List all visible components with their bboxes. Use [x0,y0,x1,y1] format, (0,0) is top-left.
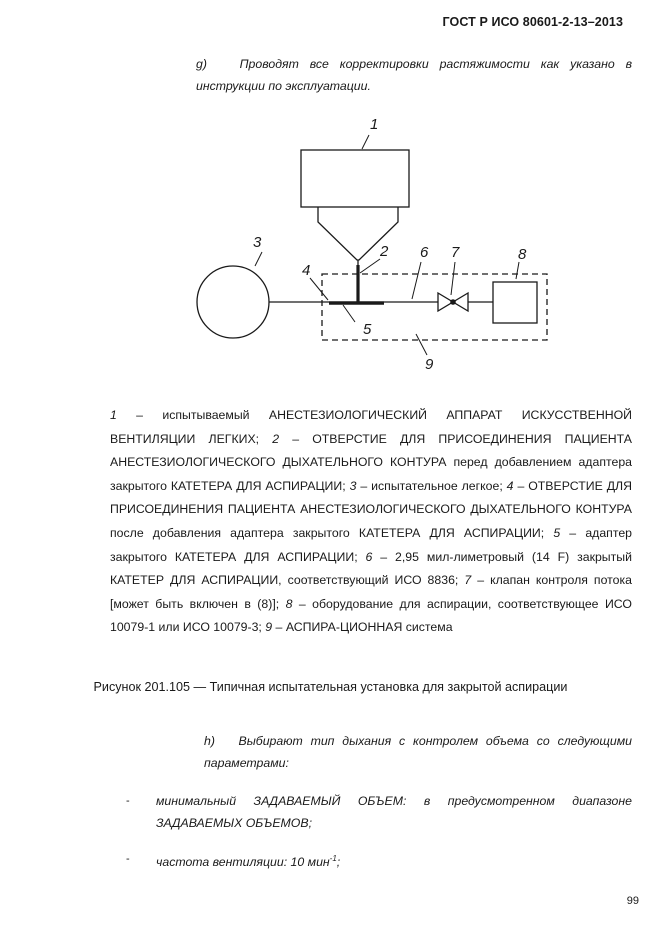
list-item-text: частота вентиляции: 10 мин$^{-1}$; [156,854,341,870]
paragraph-h [204,730,632,774]
legend-num-3: 3 [349,478,357,493]
label-1: 1 [370,116,379,133]
legend-text-1: испытываемый АНЕСТЕЗИОЛОГИЧЕСКИЙ АППАРАТ ИСКУССТВЕННОЙ ВЕНТИЛЯЦИИ ЛЕГКИХ; [110,408,632,446]
legend-text-5: адаптер закрытого КАТЕТЕРА ДЛЯ АСПИРАЦИИ; [110,525,632,564]
legend-num-4: 4 [506,478,514,493]
page-number: 99 [626,895,639,907]
list-bullet: - [126,853,130,865]
ventilator-box [301,150,409,207]
figure-title: Рисунок 201.105 — Типичная испытательная установка для закрытой аспирации [93,680,568,694]
suction-system-boundary [322,274,547,340]
label-9: 9 [425,356,434,373]
label-7: 7 [451,244,460,261]
legend-text-2: ОТВЕРСТИЕ ДЛЯ ПРИСОЕДИНЕНИЯ ПАЦИЕНТА АНЕСТЕЗИОЛОГИЧЕСКОГО ДЫХАТЕЛЬНОГО КОНТУРА перед добавлением адаптера закрытого КАТЕТЕРА ДЛЯ АСПИРАЦИИ; [110,431,632,493]
legend-num-6: 6 [365,549,373,564]
label-8: 8 [518,246,527,263]
test-setup-diagram [0,0,661,400]
legend-num-9: 9 [265,620,273,635]
figure-legend: 1 – испытываемый АНЕСТЕЗИОЛОГИЧЕСКИЙ АППАРАТ ИСКУССТВЕННОЙ ВЕНТИЛЯЦИИ ЛЕГКИХ; 2 – ОТВЕРСТИЕ ДЛЯ ПРИСОЕДИНЕНИЯ ПАЦИЕНТА АНЕСТЕЗИОЛОГИЧЕСКОГО ДЫХАТЕЛЬНОГО КОНТУРА перед добавлением адаптера закрытого КАТЕТЕРА ДЛЯ АСПИРАЦИИ; 3 – испытательное легкое; 4 – ОТВЕРСТИЕ ДЛЯ ПРИСОЕДИНЕНИЯ ПАЦИЕНТА АНЕСТЕЗИОЛОГИЧЕСКОГО ДЫХАТЕЛЬНОГО КОНТУРА после добавления адаптера закрытого КАТЕТЕРА ДЛЯ АСПИРАЦИИ; 5 – адаптер закрытого КАТЕТЕРА ДЛЯ АСПИРАЦИИ; 6 – 2,95 мил-лиметровый (14 F) закрытый КАТЕТЕР ДЛЯ АСПИРАЦИИ, соответствующий ИСО 8836; 7 – клапан контроля потока [может быть включен в (8)]; 8 – оборудование для аспирации, соответствующее ИСО 10079-1 или ИСО 10079-3; 9 – АСПИРА-ЦИОННАЯ система [110,408,632,635]
list-item-text: минимальный ЗАДАВАЕМЫЙ ОБЪЕМ: в предусмотренном диапазоне ЗАДАВАЕМЫХ ОБЪЕМОВ; [156,794,632,830]
legend-num-8: 8 [285,596,293,611]
label-4: 4 [302,262,311,279]
label-6: 6 [420,244,429,261]
paragraph-g-marker: g) [196,57,207,71]
legend-num-7: 7 [464,573,472,588]
label-5: 5 [363,321,372,338]
paragraph-g-text: Проводят все корректировки растяжимости как указано в инструкции по эксплуатации. [196,57,633,93]
document-header: ГОСТ Р ИСО 80601-2-13–2013 [442,15,623,29]
legend-num-5: 5 [553,525,561,540]
legend-text-9: АСПИРА-ЦИОННАЯ система [285,620,453,635]
legend-num-1: 1 [110,408,117,422]
paragraph-h-marker: h) [204,734,215,748]
legend-num-2: 2 [272,431,280,446]
suction-equipment [493,282,537,323]
legend-text-6: 2,95 мил-лиметровый (14 F) закрытый КАТЕТЕР ДЛЯ АСПИРАЦИИ, соответствующий ИСО 8836; [110,549,632,588]
legend-text-7: клапан контроля потока [может быть включен в (8)]; [110,573,632,611]
legend-text-8: оборудование для аспирации, соответствующее ИСО 10079-1 или ИСО 10079-3; [110,596,632,635]
label-2: 2 [380,243,389,260]
paragraph-h-text: Выбирают тип дыхания с контролем объема со следующими параметрами: [204,734,632,770]
label-3: 3 [253,234,262,251]
legend-text-3: испытательное легкое; [371,478,507,493]
list-bullet: - [126,795,130,807]
legend-text-4: ОТВЕРСТИЕ ДЛЯ ПРИСОЕДИНЕНИЯ ПАЦИЕНТА АНЕСТЕЗИОЛОГИЧЕСКОГО ДЫХАТЕЛЬНОГО КОНТУРА после добавления адаптера закрытого КАТЕТЕРА ДЛЯ АСПИРАЦИИ; [110,478,632,540]
test-lung [197,266,269,338]
